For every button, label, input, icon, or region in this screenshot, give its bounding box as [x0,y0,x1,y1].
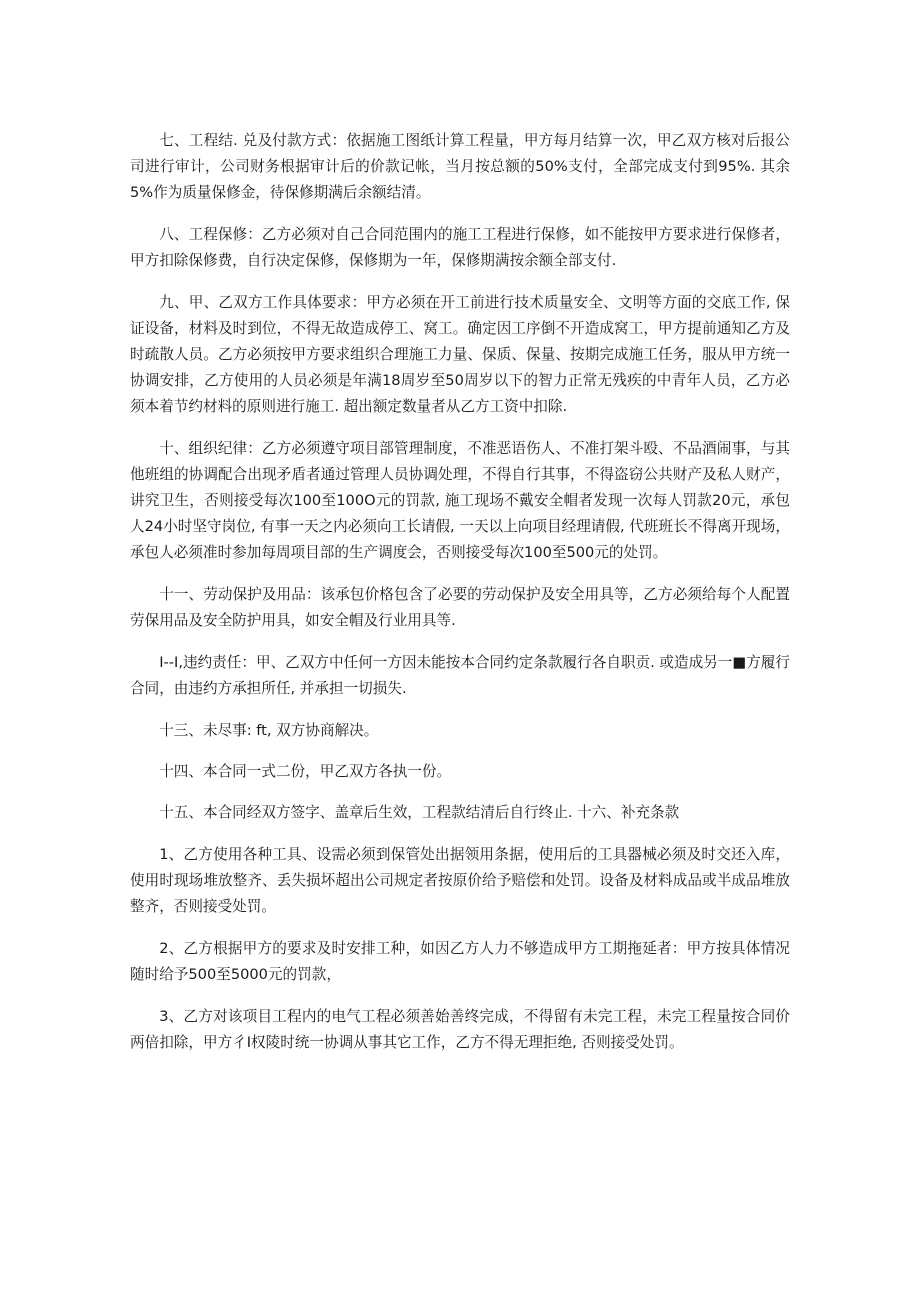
clause-11-labor-protection: 十一、劳动保护及用品：该承包价格包含了必要的劳动保护及安全用具等，乙方必须给每个人配置劳保用品及安全防护用具，如安全帽及行业用具等. [130,586,790,629]
clause-14-copies: 十四、本合同一式二份，甲乙双方各执一份。 [159,763,452,780]
supplement-3-electrical: 3、乙方对该项目工程内的电气工程必须善始善终完成，不得留有未完工程，未完工程量按合同价两倍扣除，甲方彳I权陵时统一协调从事其它工作，乙方不得无理拒绝, 否则接受处罚。 [130,1008,790,1051]
supplement-1-tools: 1、乙方使用各种工具、设需必须到保管处出据领用条据，使用后的工具器械必须及时交还入库，使用时现场堆放整齐、丢失损坏超出公司规定者按原价给予赔偿和处罚。设备及材料成品或半成品堆放整齐，否则接受处罚。 [130,846,790,915]
clause-9-requirements: 九、甲、乙双方工作具体要求：甲方必须在开工前进行技术质量安全、文明等方面的交底工作, 保证设备，材料及时到位，不得无故造成停工、窝工。确定因工序倒不开造成窝工，甲方提前通知乙方及时疏散人员。乙方必须按甲方要求组织合理施工力量、保质、保量、按期完成施工任务，服从甲方统一协调安排，乙方使用的人员必须是年满18周岁至50周岁以下的智力正常无残疾的中青年人员，乙方必须本着节约材料的原则进行施工. 超出额定数量者从乙方工资中扣除. [130,294,790,415]
clause-15-effect: 十五、本合同经双方签字、盖章后生效，工程款结清后自行终止. 十六、补充条款 [159,804,680,821]
document-page [130,128,790,1072]
clause-13-unresolved: 十三、未尽事: ft, 双方协商解决。 [159,722,379,739]
supplement-2-staffing: 2、乙方根据甲方的要求及时安排工种，如因乙方人力不够造成甲方工期拖延者：甲方按具体情况随时给予500至5000元的罚款， [130,940,790,983]
clause-7-payment: 七、工程结. 兑及付款方式：依据施工图纸计算工程量，甲方每月结算一次，甲乙双方核对后报公司进行审计，公司财务根据审计后的价款记帐，当月按总额的50%支付，全部完成支付到95%. 其余5%作为质量保修金，待保修期满后余额结清。 [130,132,790,201]
clause-12-liability: I--I,违约责任：甲、乙双方中任何一方因未能按本合同约定条款履行各自职贡. 或造成另一■方履行合同，由违约方承担所任, 并承担一切损失. [130,654,790,697]
clause-8-warranty: 八、工程保修：乙方必须对自己合同范围内的施工工程进行保修，如不能按甲方要求进行保修者，甲方扣除保修费，自行决定保修，保修期为一年，保修期满按余额全部支付. [130,226,790,269]
clause-10-discipline: 十、组织纪律：乙方必须遵守项目部管理制度，不准恶语伤人、不准打架斗殴、不品酒闹事，与其他班组的协调配合出现矛盾者通过管理人员协调处理，不得自行其事，不得盗窃公共财产及私人财产，讲究卫生，否则接受每次100至100O元的罚款, 施工现场不戴安全帽者发现一次每人罚款20元，承包人24小时坚守岗位, 有事一天之内必须向工长请假, 一天以上向项目经理请假, 代班班长不得离开现场，承包人必须准时参加每周项目部的生产调度会，否则接受每次100至500元的处罚。 [130,440,790,561]
